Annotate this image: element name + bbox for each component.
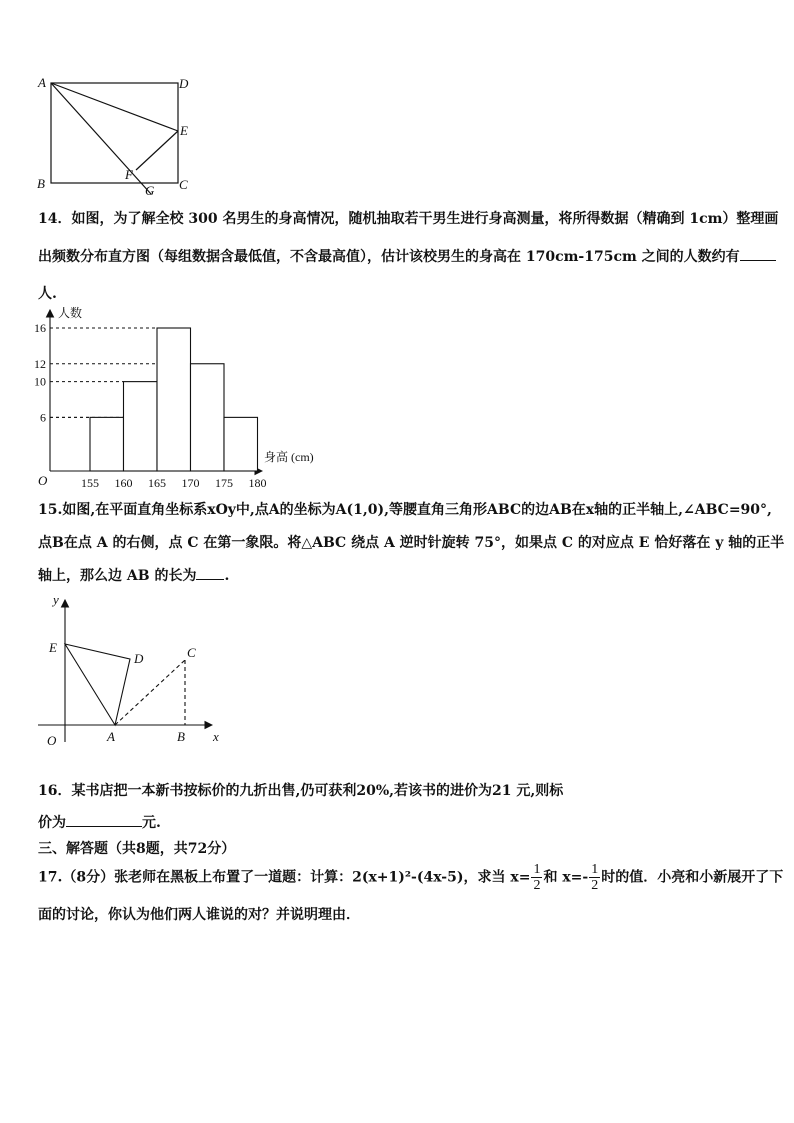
histogram-bar xyxy=(191,364,225,471)
fraction-denominator: 2 xyxy=(591,878,599,893)
label-b: B xyxy=(37,176,45,191)
q17-text-part-3: 时的值．小亮和小新展开了下 xyxy=(601,869,784,886)
label-b: B xyxy=(177,729,185,744)
q15-line-3-end: . xyxy=(224,568,230,584)
label-e: E xyxy=(180,123,188,138)
label-a: A xyxy=(38,75,46,90)
histogram-bar xyxy=(90,417,124,471)
q16-line-1: 16．某书店把一本新书按标价的九折出售,仍可获利20%,若该书的进价为21 元,则标 xyxy=(38,783,564,799)
label-a: A xyxy=(107,729,115,744)
label-c: C xyxy=(179,177,188,192)
height-histogram xyxy=(30,300,340,490)
histogram-bar xyxy=(157,328,191,471)
q15-answer-blank[interactable] xyxy=(196,567,224,580)
fraction-denominator: 2 xyxy=(533,878,541,893)
origin-label: O xyxy=(38,473,48,488)
q14-answer-blank[interactable] xyxy=(740,248,776,261)
section-3-heading: 三、解答题（共8题，共72分） xyxy=(38,841,236,857)
q15-line-2: 点B在点 A 的右侧，点 C 在第一象限。将△ABC 绕点 A 逆时针旋转 75°，如果点 C 的对应点 E 恰好落在 y 轴的正半 xyxy=(38,535,785,551)
histogram-bar xyxy=(224,417,258,471)
fraction-one-half xyxy=(531,862,542,893)
q15-line-3 xyxy=(38,565,229,585)
x-tick-label: 155 xyxy=(81,476,99,490)
histogram-bar xyxy=(124,382,158,471)
coordinate-figure xyxy=(30,590,230,750)
label-y-axis: y xyxy=(53,592,59,607)
q15-line-3-text: 轴上，那么边 AB 的长为 xyxy=(38,568,197,584)
label-x-axis: x xyxy=(213,729,219,744)
label-c: C xyxy=(187,645,196,660)
label-d: D xyxy=(179,76,189,91)
rectangle-abcd xyxy=(51,83,178,183)
label-origin: O xyxy=(47,733,57,748)
q17-text-part-1: 17.（8分）张老师在黑板上布置了一道题：计算：2(x+1)²-(4x-5)，求当 x= xyxy=(38,869,531,886)
x-tick-label: 175 xyxy=(215,476,233,490)
x-axis-title: 身高 (cm) xyxy=(264,450,314,464)
label-f: F xyxy=(125,167,133,182)
q14-line-2 xyxy=(38,246,776,266)
rectangle-figure xyxy=(30,72,200,200)
q17-line-2: 面的讨论，你认为他们两人谁说的对？并说明理由． xyxy=(38,907,360,923)
y-tick-label: 10 xyxy=(34,374,46,389)
x-tick-label: 160 xyxy=(114,476,133,490)
segment-ae xyxy=(51,83,178,131)
y-axis-title: 人数 xyxy=(58,306,83,320)
y-tick-label: 12 xyxy=(34,356,46,371)
fraction-numerator: 1 xyxy=(591,862,599,877)
q14-line-2-text: 出频数分布直方图（每组数据含最低值，不含最高值），估计该校男生的身高在 170cm-175cm 之间的人数约有 xyxy=(38,249,740,265)
q17-line-1 xyxy=(38,862,783,893)
segment-ef xyxy=(136,131,178,170)
q16-line-2 xyxy=(38,812,161,832)
segment-ac-dashed xyxy=(115,660,185,725)
x-tick-label: 180 xyxy=(248,476,267,490)
q17-text-part-2: 和 x=- xyxy=(543,869,589,886)
q16-answer-blank[interactable] xyxy=(66,814,142,827)
fraction-negative-one-half xyxy=(589,862,600,893)
q16-line-2-prefix: 价为 xyxy=(38,815,66,831)
q15-line-1: 15.如图,在平面直角坐标系xOy中,点A的坐标为A(1,0),等腰直角三角形ABC的边AB在x轴的正半轴上,∠ABC=90°, xyxy=(38,502,772,518)
y-tick-label: 16 xyxy=(34,321,46,335)
segment-ag xyxy=(51,83,151,194)
label-e: E xyxy=(49,640,57,655)
q14-line-3: 人. xyxy=(38,286,57,302)
x-tick-label: 165 xyxy=(148,476,166,490)
label-d: D xyxy=(134,651,144,666)
q16-line-2-suffix: 元. xyxy=(142,815,161,831)
label-g: G xyxy=(145,183,155,198)
triangle-aed xyxy=(65,644,130,725)
y-tick-label: 6 xyxy=(40,410,46,425)
q14-line-1: 14．如图，为了解全校 300 名男生的身高情况，随机抽取若干男生进行身高测量，将所得数据（精确到 1cm）整理画 xyxy=(38,211,779,227)
fraction-numerator: 1 xyxy=(533,862,541,877)
x-tick-label: 170 xyxy=(181,476,200,490)
